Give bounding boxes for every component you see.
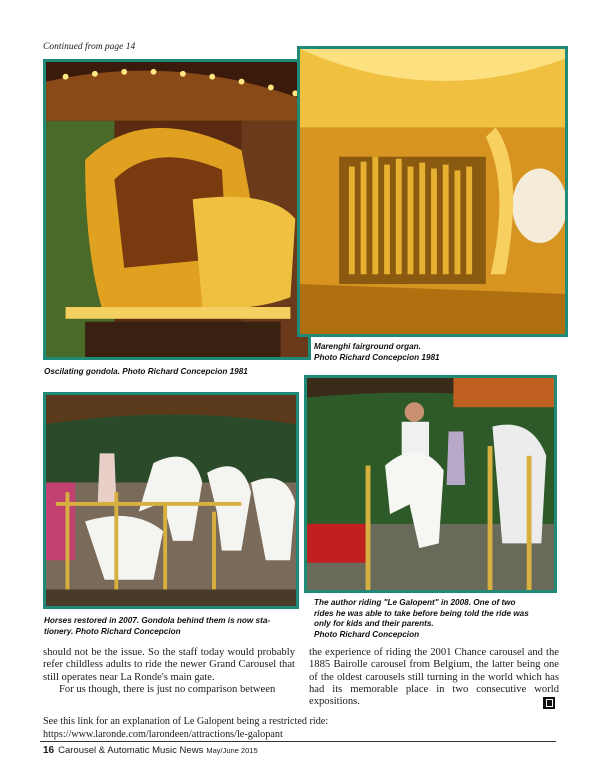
- publication-name: Carousel & Automatic Music News: [58, 745, 204, 756]
- article-column-1: [43, 647, 295, 696]
- footer-rule: [40, 741, 556, 742]
- article-paragraph: the experience of riding the 2001 Chance carousel and the 1885 Bairolle carousel from Belgium, the latter being one of the oldest carousels still turning in the world which has had its memorable place in two consecutive world expositions.: [309, 647, 559, 708]
- issue-date: May/June 2015: [206, 746, 258, 755]
- gondola-photo: [43, 59, 311, 360]
- author-caption: The author riding "Le Galopent" in 2008. One of two rides he was able to take before being told the ride was only for kids and their parents. Photo Richard Concepcion: [314, 598, 529, 639]
- link-note: See this link for an explanation of Le Galopent being a restricted ride: https://www.laronde.com/larondeen/attractions/le-galopant: [43, 716, 329, 740]
- horses-photo: [43, 392, 299, 609]
- page-number: 16: [43, 745, 55, 756]
- organ-photo: [297, 46, 568, 337]
- page-footer: [43, 745, 258, 756]
- continued-note: Continued from page 14: [43, 42, 136, 52]
- organ-caption: Marenghi fairground organ. Photo Richard Concepcion 1981: [314, 342, 440, 362]
- gondola-caption: Oscilating gondola. Photo Richard Concepcion 1981: [44, 367, 248, 376]
- author-photo: [304, 375, 557, 593]
- article-paragraph: For us though, there is just no comparison between: [59, 683, 276, 695]
- article-column-2: [309, 647, 559, 708]
- horses-caption: Horses restored in 2007. Gondola behind them is now sta- tionery. Photo Richard Concepcion: [44, 616, 271, 636]
- end-of-article-icon: [543, 697, 555, 709]
- article-paragraph: should not be the issue. So the staff today would probably refer childless adults to ride the newer Grand Carousel that still operates near La Ronde's main gate.: [43, 647, 295, 683]
- galopent-link[interactable]: https://www.laronde.com/larondeen/attractions/le-galopant: [43, 728, 283, 740]
